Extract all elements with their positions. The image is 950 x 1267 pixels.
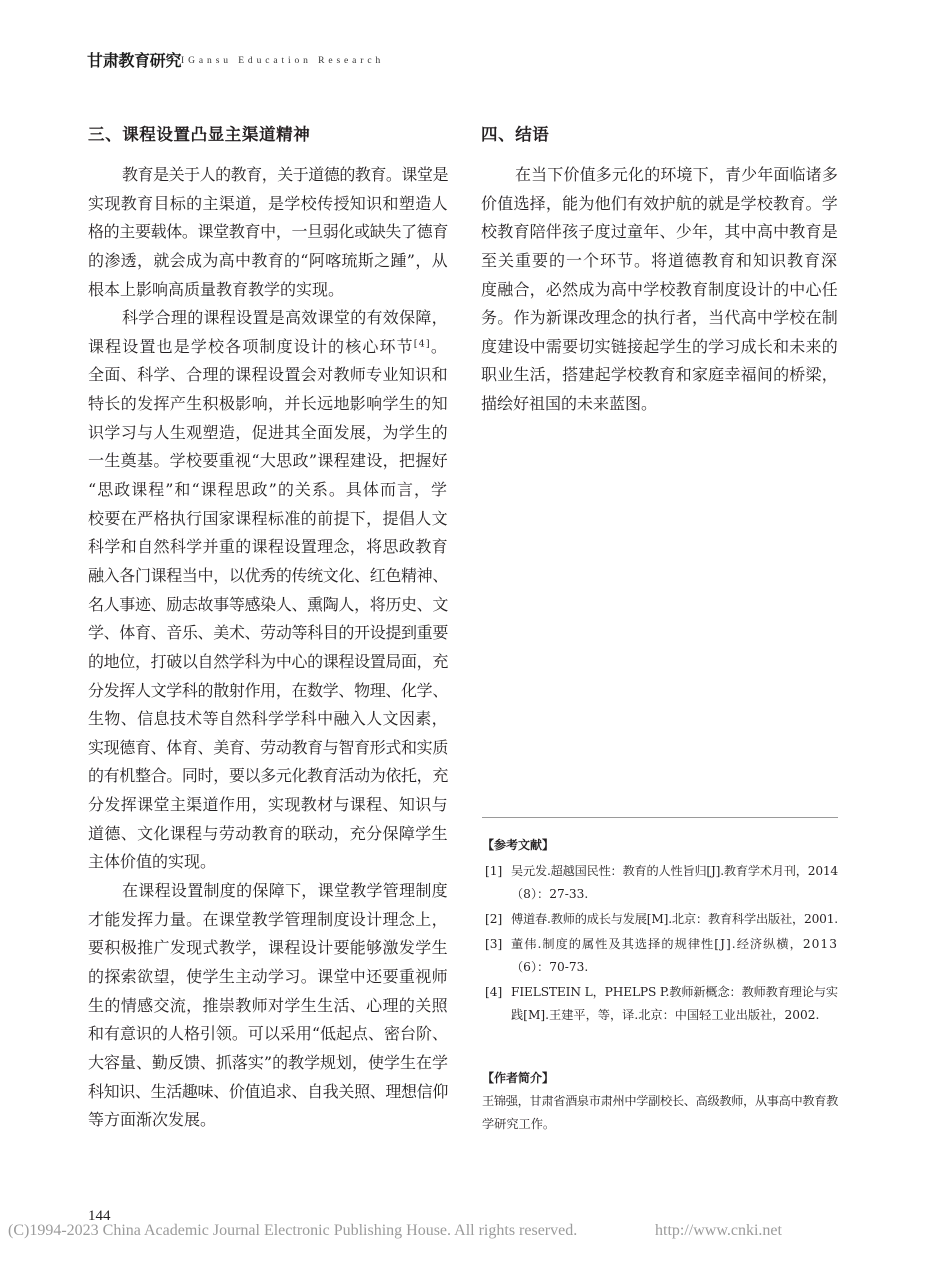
line-content: 的探索欲望，使学生主动学习。课堂中还要重视师 <box>88 966 448 986</box>
line-content: 分发挥人文学科的散射作用，在数学、物理、化学、 <box>88 680 448 700</box>
reference-item <box>482 908 838 931</box>
author-bio-line <box>482 1090 838 1113</box>
text-line <box>88 934 448 963</box>
text-line <box>88 906 448 935</box>
text-line <box>88 762 448 791</box>
line-content <box>88 337 448 356</box>
text-line <box>481 333 838 362</box>
text-line <box>88 963 448 992</box>
reference-line <box>511 883 838 906</box>
line-content: 的渗透，就会成为高中教育的“阿喀琉斯之踵”，从 <box>88 250 448 270</box>
author-bio <box>482 1090 838 1136</box>
line-content: 等方面渐次发展。 <box>88 1110 217 1130</box>
reference-text: 傅道春.教师的成长与发展[M].北京：教育科学出版社，2001. <box>511 911 838 926</box>
text-line <box>88 992 448 1021</box>
line-content: 识学习与人生观塑造，促进其全面发展，为学生的 <box>88 422 448 442</box>
reference-text: （8）：27-33. <box>511 886 589 901</box>
author-bio-text: 王锦强，甘肃省酒泉市肃州中学副校长、高级教师，从事高中教育教 <box>482 1093 838 1108</box>
line-content: 的有机整合。同时，要以多元化教育活动为依托，充 <box>88 766 448 786</box>
text-line <box>88 333 448 362</box>
text-line <box>88 820 448 849</box>
text-line <box>88 648 448 677</box>
line-content: 生的情感交流，推崇教师对学生生活、心理的关照 <box>88 995 448 1015</box>
left-column <box>88 121 448 1135</box>
section-heading-curriculum: 三、课程设置凸显主渠道精神 <box>88 125 311 144</box>
text-line <box>481 218 838 247</box>
line-content: 根本上影响高质量教育教学的实现。 <box>88 279 345 299</box>
text-line <box>481 161 838 190</box>
text-line <box>88 677 448 706</box>
journal-name-english: Gansu Education Research <box>188 56 385 66</box>
text-line <box>88 533 448 562</box>
reference-number: [2] <box>485 911 503 926</box>
text-line <box>88 390 448 419</box>
reference-text: 践[M].王建平，等，译.北京：中国轻工业出版社，2002. <box>511 1007 820 1022</box>
right-column <box>481 121 838 419</box>
line-content: 校教育陪伴孩子度过童年、少年，其中高中教育是 <box>481 222 838 242</box>
text-line <box>481 390 838 419</box>
line-text: 课程设置也是学校各项制度设计的核心环节 <box>88 336 414 356</box>
line-content: 和有意识的人格引领。可以采用“低起点、密台阶、 <box>88 1024 448 1044</box>
reference-item <box>482 933 838 979</box>
reference-number: [3] <box>485 936 503 951</box>
text-line <box>88 419 448 448</box>
journal-logo-chinese: 甘肃教育研究 <box>87 51 182 70</box>
line-content: 职业生活，搭建起学校教育和家庭幸福间的桥梁， <box>481 365 838 385</box>
section-heading-conclusion: 四、结语 <box>481 125 550 144</box>
line-content: 务。作为新课改理念的执行者，当代高中学校在制 <box>481 308 838 328</box>
text-line <box>481 304 838 333</box>
text-line <box>481 361 838 390</box>
line-content: 实现教育目标的主渠道，是学校传授知识和塑造人 <box>88 193 448 213</box>
section-body-curriculum <box>88 161 448 1135</box>
line-content: 在当下价值多元化的环境下，青少年面临诸多 <box>515 165 838 184</box>
paragraph <box>481 161 838 419</box>
reference-line <box>511 933 838 956</box>
references-divider <box>482 817 838 818</box>
header-separator: I <box>181 56 185 66</box>
paragraph <box>88 161 448 304</box>
reference-line <box>511 908 838 931</box>
text-line <box>88 276 448 305</box>
line-content: 特长的发挥产生积极影响，并长远地影响学生的知 <box>88 394 448 414</box>
reference-line <box>511 1004 838 1027</box>
text-line <box>481 276 838 305</box>
text-line <box>88 619 448 648</box>
line-content: 主体价值的实现。 <box>88 852 217 872</box>
text-line <box>88 476 448 505</box>
line-content: 学、体育、音乐、美术、劳动等科目的开设提到重要 <box>88 623 448 643</box>
text-line <box>88 304 448 333</box>
line-content: 分发挥课堂主渠道作用，实现教材与课程、知识与 <box>88 795 448 815</box>
reference-text: FIELSTEIN L，PHELPS P.教师新概念：教师教育理论与实 <box>511 984 838 999</box>
section-body-conclusion <box>481 161 838 419</box>
reference-item <box>482 981 838 1027</box>
line-content: 度融合，必然成为高中学校教育制度设计的中心任 <box>481 279 838 299</box>
reference-text: 董伟.制度的属性及其选择的规律性[J].经济纵横，2013 <box>511 936 838 951</box>
line-content: 名人事迹、励志故事等感染人、熏陶人，将历史、文 <box>88 594 448 614</box>
line-content: 实现德育、体育、美育、劳动教育与智育形式和实质 <box>88 737 448 757</box>
line-content: “思政课程”和“课程思政”的关系。具体而言，学 <box>88 480 448 500</box>
author-bio-line <box>482 1113 838 1136</box>
line-content: 度建设中需要切实链接起学生的学习成长和未来的 <box>481 336 838 356</box>
line-content: 描绘好祖国的未来蓝图。 <box>481 394 658 414</box>
references-list <box>482 860 838 1029</box>
line-content: 校要在严格执行国家课程标准的前提下，提倡人文 <box>88 508 448 528</box>
reference-text: 吴元发.超越国民性：教育的人性旨归[J].教育学术月刊，2014 <box>511 863 838 878</box>
reference-item <box>482 860 838 906</box>
journal-title-english <box>181 55 384 67</box>
text-line <box>481 247 838 276</box>
paragraph <box>88 877 448 1135</box>
text-line <box>88 190 448 219</box>
text-line <box>88 1106 448 1135</box>
line-content: 价值选择，能为他们有效护航的就是学校教育。学 <box>481 193 838 213</box>
reference-number: [1] <box>485 863 503 878</box>
line-content: 融入各门课程当中，以优秀的传统文化、红色精神、 <box>88 565 448 585</box>
copyright-notice: (C)1994-2023 China Academic Journal Electronic Publishing House. All rights reserved. <box>8 1222 578 1239</box>
line-content: 全面、科学、合理的课程设置会对教师专业知识和 <box>88 365 448 385</box>
line-content: 要积极推广发现式教学，课程设计要能够激发学生 <box>88 938 448 958</box>
line-content: 格的主要载体。课堂教育中，一旦弱化或缺失了德育 <box>88 222 448 242</box>
citation-marker: [4] <box>413 338 431 350</box>
line-content: 的地位，打破以自然学科为中心的课程设置局面，充 <box>88 651 448 671</box>
line-content: 一生奠基。学校要重视“大思政”课程建设，把握好 <box>88 451 448 471</box>
text-line <box>481 190 838 219</box>
text-line <box>88 247 448 276</box>
text-line <box>88 161 448 190</box>
text-line <box>88 1078 448 1107</box>
author-bio-text: 学研究工作。 <box>482 1116 556 1131</box>
author-bio-title: 【作者简介】 <box>482 1070 555 1085</box>
text-line <box>88 877 448 906</box>
line-content: 道德、文化课程与劳动教育的联动，充分保障学生 <box>88 823 448 843</box>
line-text: 。 <box>430 336 448 356</box>
text-line <box>88 848 448 877</box>
text-line <box>88 791 448 820</box>
line-content: 科学合理的课程设置是高效课堂的有效保障， <box>122 308 448 328</box>
text-line <box>88 361 448 390</box>
line-content: 科学和自然科学并重的课程设置理念，将思政教育 <box>88 537 448 557</box>
line-content: 生物、信息技术等自然科学学科中融入人文因素， <box>88 709 448 729</box>
text-line <box>88 705 448 734</box>
text-line <box>88 1020 448 1049</box>
page-number: 144 <box>88 1208 111 1224</box>
text-line <box>88 591 448 620</box>
text-line <box>88 734 448 763</box>
paragraph <box>88 304 448 877</box>
line-content: 才能发挥力量。在课堂教学管理制度设计理念上， <box>88 909 448 929</box>
line-content: 教育是关于人的教育，关于道德的教育。课堂是 <box>122 165 448 184</box>
line-content: 科知识、生活趣味、价值追求、自我关照、理想信仰 <box>88 1081 448 1101</box>
text-line <box>88 218 448 247</box>
references-title: 【参考文献】 <box>482 837 555 852</box>
text-line <box>88 447 448 476</box>
reference-number: [4] <box>485 984 503 999</box>
text-line <box>88 562 448 591</box>
line-content: 至关重要的一个环节。将道德教育和知识教育深 <box>481 250 838 270</box>
line-content: 在课程设置制度的保障下，课堂教学管理制度 <box>122 881 448 901</box>
text-line <box>88 505 448 534</box>
reference-line <box>511 860 838 883</box>
reference-text: （6）：70-73. <box>511 959 589 974</box>
line-content: 大容量、勤反馈、抓落实”的教学规划，使学生在学 <box>88 1052 448 1072</box>
text-line <box>88 1049 448 1078</box>
reference-line <box>511 956 838 979</box>
cnki-url-link[interactable]: http://www.cnki.net <box>655 1222 782 1239</box>
reference-line <box>511 981 838 1004</box>
